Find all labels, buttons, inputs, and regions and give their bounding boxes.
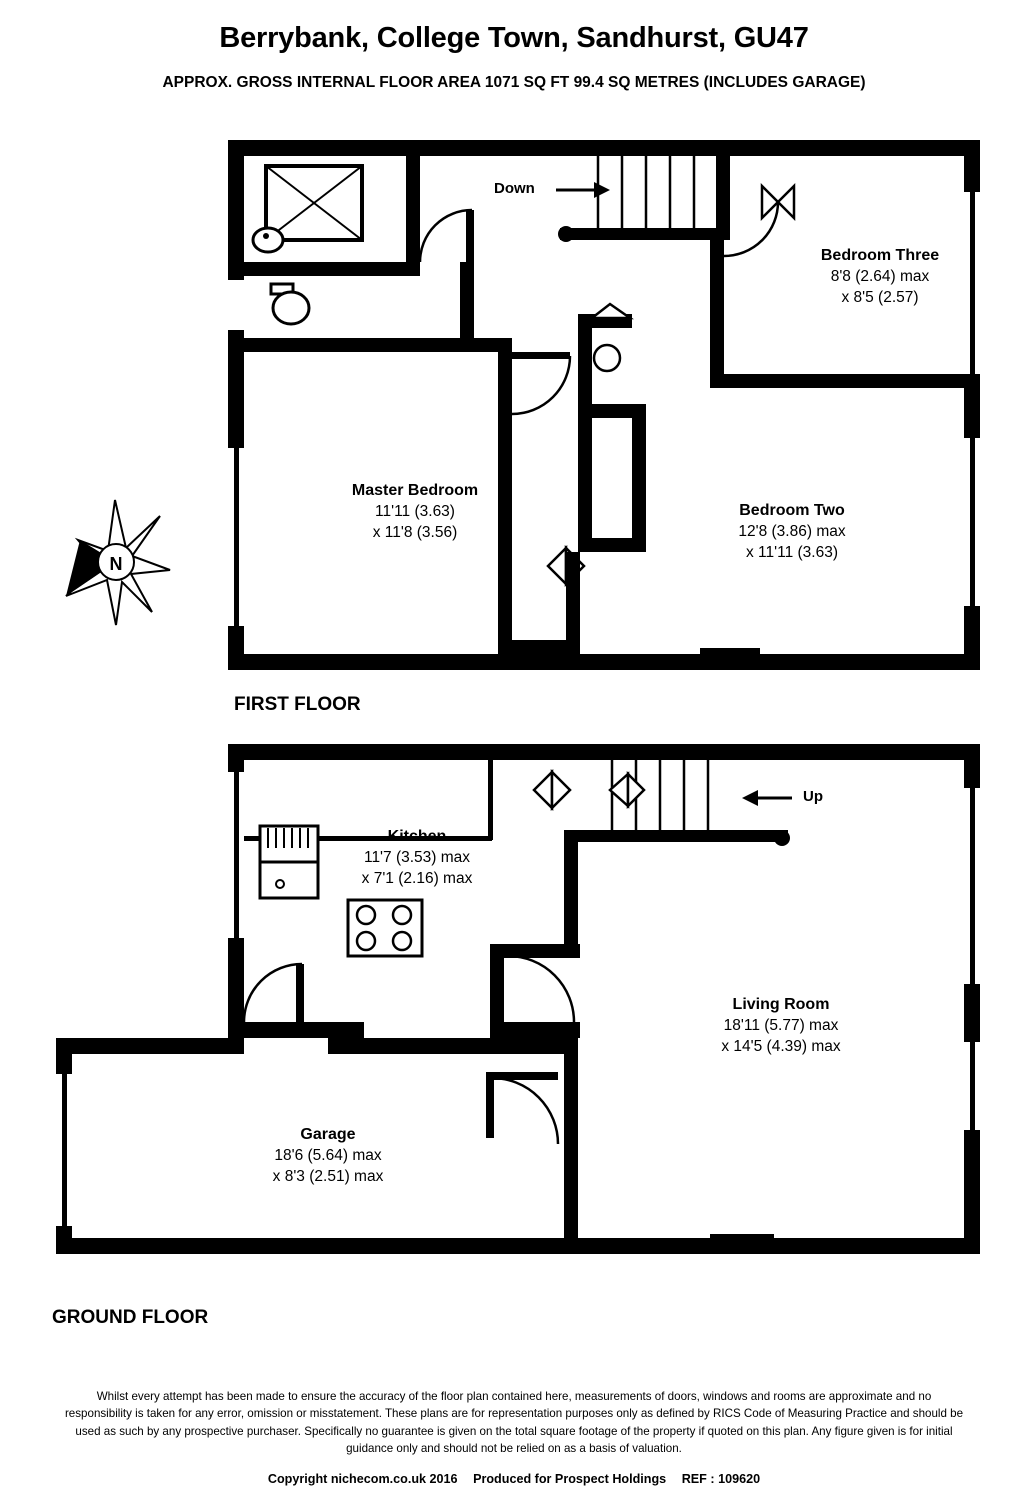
stairs-down-label: Down [494, 180, 535, 197]
reference-text: REF : 109620 [681, 1472, 761, 1486]
room-dimension-1: 11'7 (3.53) max [363, 848, 471, 866]
footer-credits [0, 1472, 1028, 1486]
page-subtitle: APPROX. GROSS INTERNAL FLOOR AREA 1071 SQ FT 99.4 SQ METRES (INCLUDES GARAGE) [162, 74, 866, 91]
room-dimension-1: 12'8 (3.86) max [738, 522, 846, 540]
room-name: Garage [300, 1126, 356, 1143]
room-dimension-1: 18'6 (5.64) max [274, 1146, 382, 1164]
room-label-living-room [696, 994, 866, 1057]
room-label-garage [248, 1124, 408, 1187]
room-dimension-2: x 11'11 (3.63) [746, 543, 838, 561]
room-label-kitchen [337, 826, 497, 889]
produced-for-text: Produced for Prospect Holdings [473, 1472, 667, 1486]
copyright-text: Copyright nichecom.co.uk 2016 [267, 1472, 458, 1486]
room-dimension-2: x 8'5 (2.57) [841, 288, 919, 306]
room-label-bedroom-three [800, 245, 960, 308]
room-name: Kitchen [387, 828, 447, 845]
svg-text:N: N [109, 554, 123, 574]
room-dimension-1: 11'11 (3.63) [375, 502, 455, 520]
disclaimer-text: Whilst every attempt has been made to ensure the accuracy of the floor plan contained here, measurements of doors, windows and rooms are approximate and no responsibility is taken for any error, omission or misstatement. These plans are for representation purposes only as defined by RICS Code of Measuring Practice and should be used as such by any prospective purchaser. Specifically no guarantee is given on the total square footage of the property if quoted on this plan. Any figure given is for initial guidance only and should not be relied on as a basis of valuation. [64, 1390, 964, 1456]
room-name: Bedroom Three [820, 247, 940, 264]
room-dimension-1: 8'8 (2.64) max [830, 267, 930, 285]
room-dimension-2: x 14'5 (4.39) max [721, 1037, 841, 1055]
room-name: Living Room [732, 996, 830, 1013]
first-floor-label: FIRST FLOOR [234, 694, 361, 715]
stairs-up-label: Up [803, 788, 823, 805]
room-name: Master Bedroom [351, 482, 479, 499]
room-dimension-2: x 7'1 (2.16) max [361, 869, 473, 887]
page-title: Berrybank, College Town, Sandhurst, GU47 [219, 22, 809, 54]
room-label-bedroom-two [712, 500, 872, 563]
room-dimension-2: x 8'3 (2.51) max [272, 1167, 384, 1185]
room-dimension-1: 18'11 (5.77) max [723, 1016, 839, 1034]
first-floor-plan [228, 140, 980, 670]
room-label-master-bedroom [330, 480, 500, 543]
room-name: Bedroom Two [739, 502, 845, 519]
room-dimension-2: x 11'8 (3.56) [372, 523, 458, 541]
ground-floor-label: GROUND FLOOR [52, 1307, 209, 1328]
compass-rose [66, 500, 170, 625]
